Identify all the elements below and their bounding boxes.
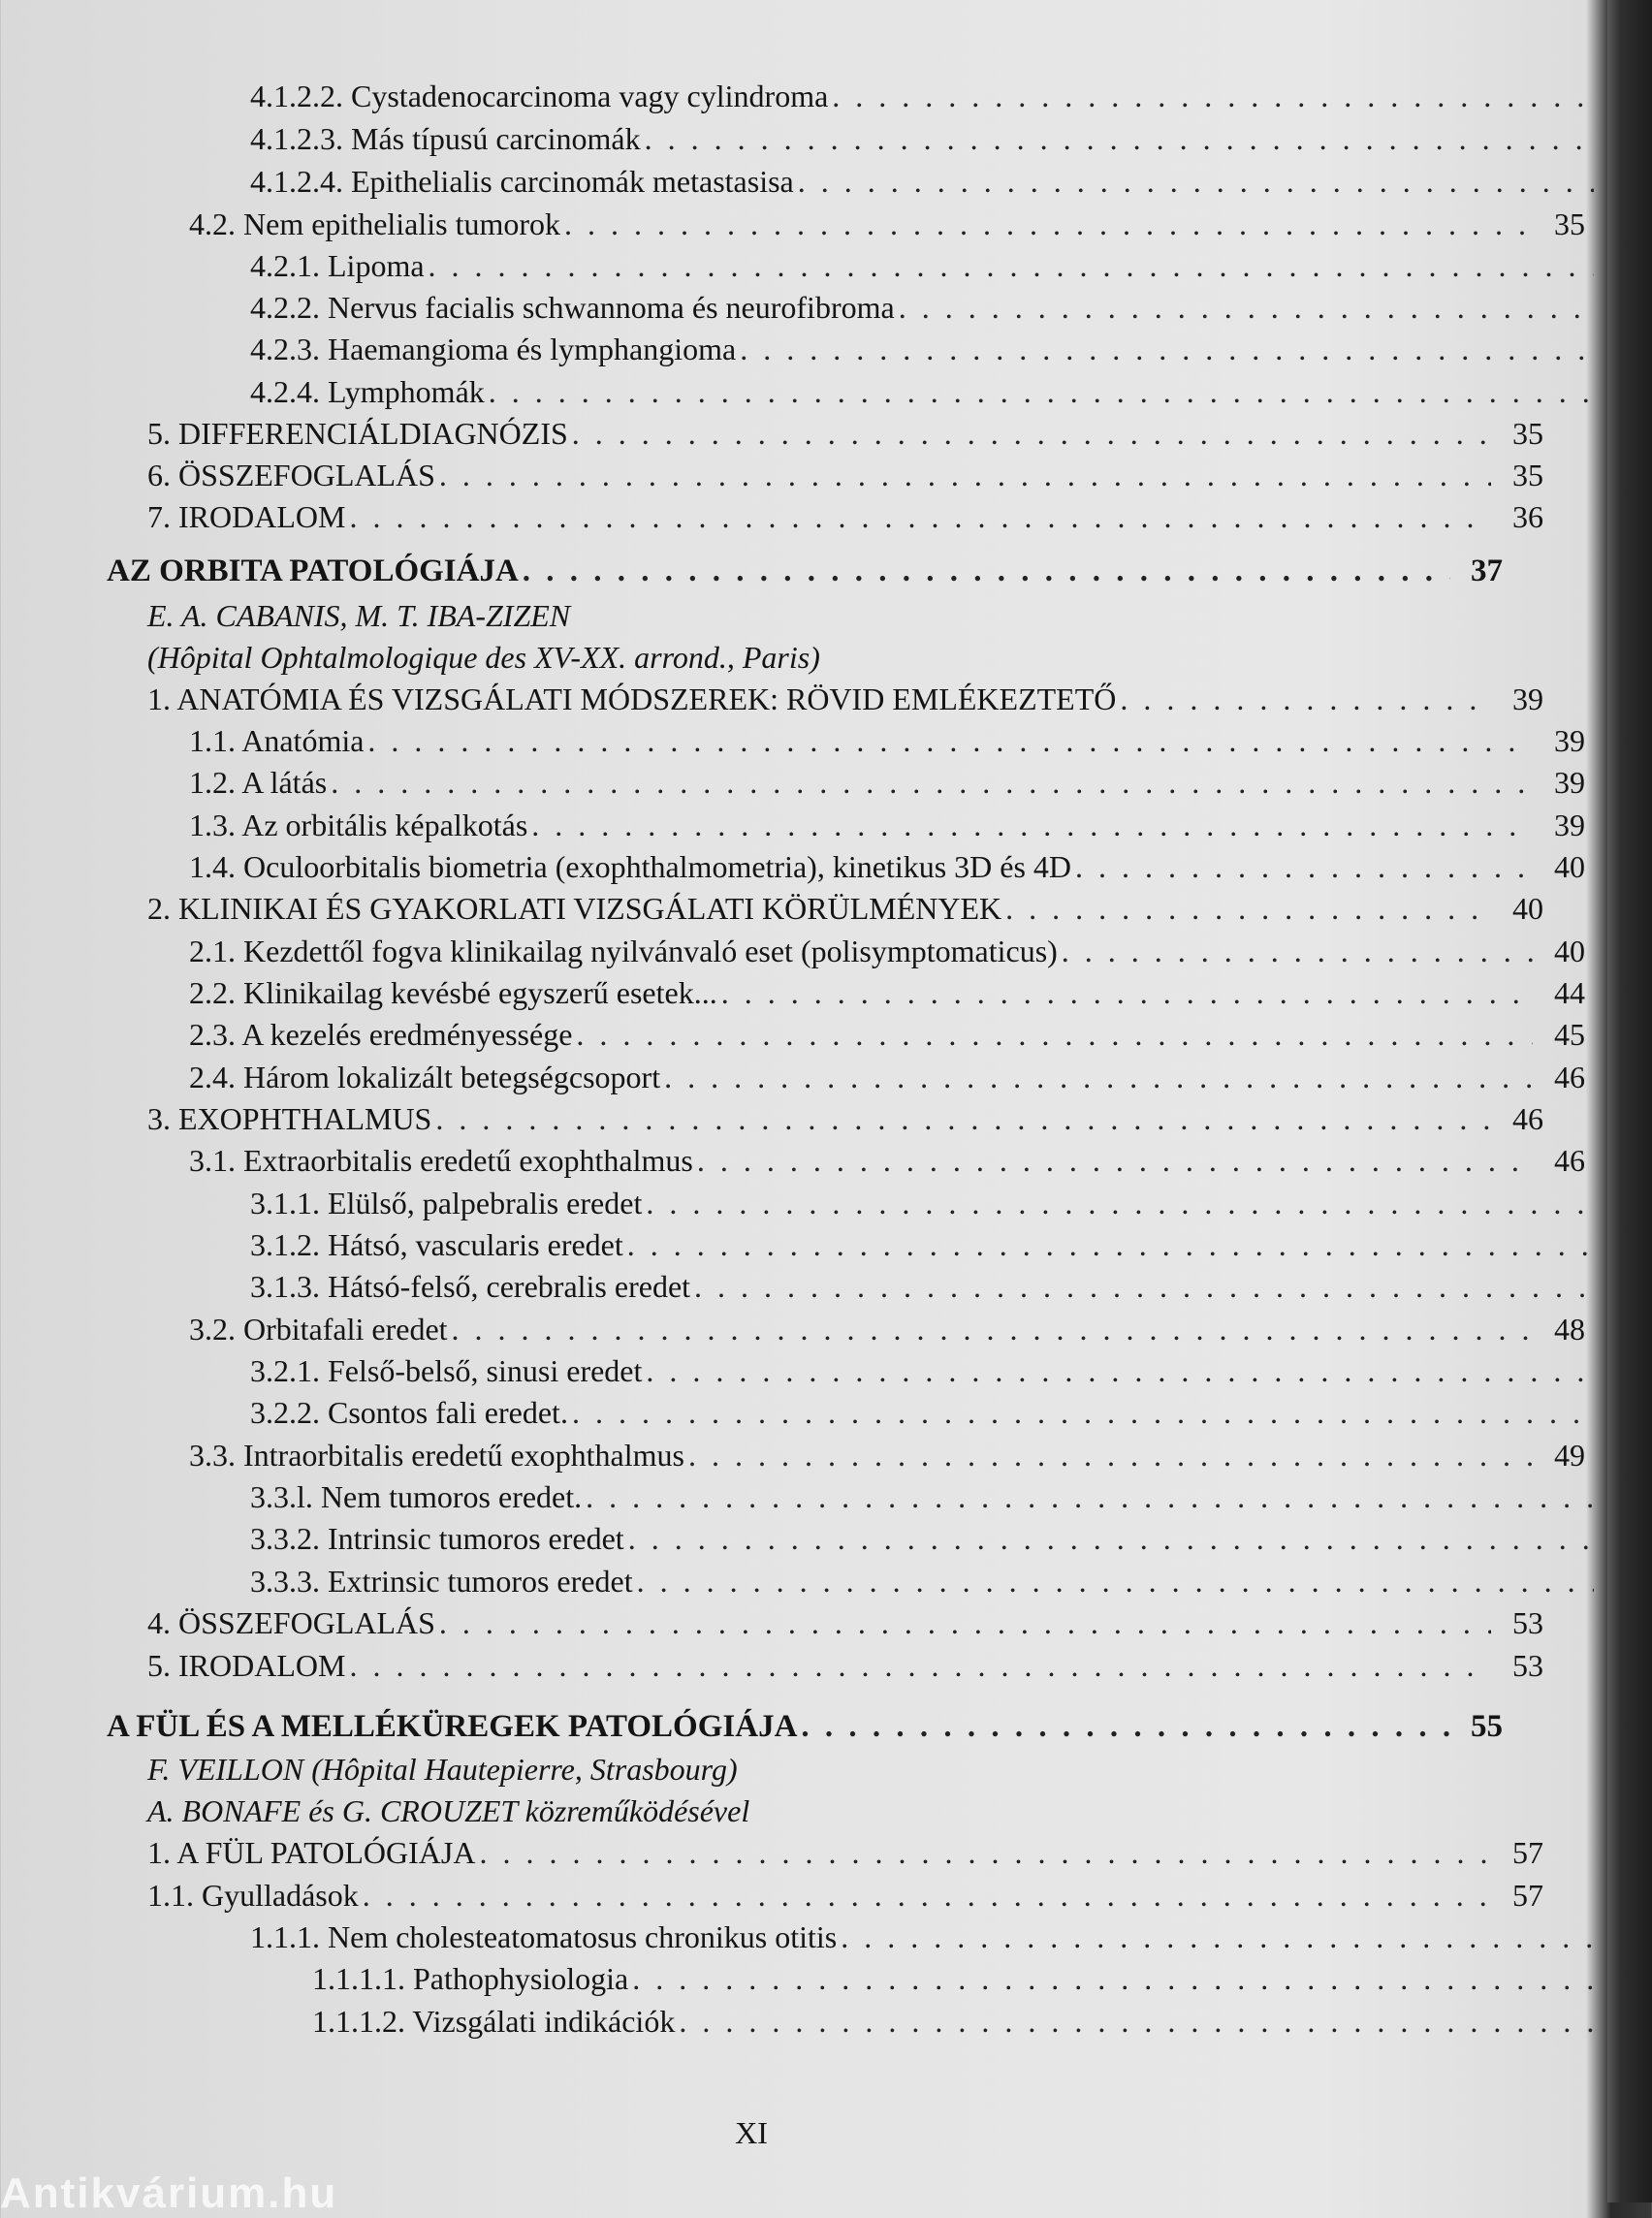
toc-page: 45 [1554, 1017, 1585, 1052]
toc-label: 4.2.3. Haemangioma és lymphangioma [250, 332, 737, 366]
toc-label: 3.1.1. Elülső, palpebralis eredet [250, 1186, 643, 1220]
toc-label: 4.2. Nem epithelialis tumorok [189, 206, 561, 241]
toc-label: 7. IRODALOM [147, 499, 346, 534]
toc-page: 49 [1554, 1438, 1585, 1473]
toc-label: 2.3. A kezelés eredményessége [189, 1017, 573, 1052]
toc-entry [0, 1875, 1543, 1916]
toc-page: 53 [1512, 1605, 1543, 1640]
toc-entry [0, 679, 1543, 719]
toc-entry [0, 1309, 1585, 1349]
toc-entry [0, 762, 1585, 803]
leader-dots [586, 1476, 1594, 1517]
toc-label: 2. KLINIKAI ÉS GYAKORLATI VIZSGÁLATI KÖRÜLMÉNYEK [147, 891, 1002, 926]
chapter-author: E. A. CABANIS, M. T. IBA-ZIZEN [147, 598, 571, 633]
toc-label: 3.3.2. Intrinsic tumoros eredet [250, 1521, 624, 1556]
toc-label: 3.2. Orbitafali eredet [189, 1312, 448, 1347]
toc-entry [0, 1350, 1646, 1391]
toc-page: 36 [1512, 499, 1543, 534]
toc-label: 5. IRODALOM [147, 1648, 346, 1683]
chapter-heading [0, 551, 1503, 591]
toc-label: 3.1.2. Hátsó, vascularis eredet [250, 1227, 623, 1262]
toc-page: 39 [1554, 808, 1585, 842]
toc-label: 2.1. Kezdettől fogva klinikailag nyilvánvaló eset (polisymptomaticus) [189, 934, 1058, 968]
toc-entry [0, 1435, 1585, 1475]
toc-label: 1. A FÜL PATOLÓGIÁJA [147, 1835, 476, 1870]
toc-label: 5. DIFFERENCIÁLDIAGNÓZIS [147, 416, 568, 451]
toc-entry [0, 245, 1646, 286]
toc-page: 46 [1554, 1060, 1585, 1094]
toc-page: 46 [1554, 1143, 1585, 1178]
toc-entry [0, 413, 1543, 454]
chapter-author: F. VEILLON (Hôpital Hautepierre, Strasbourg) [147, 1752, 738, 1787]
toc-entry [0, 1014, 1585, 1055]
toc-page: 48 [1554, 1312, 1585, 1347]
leader-dots [1062, 931, 1533, 971]
toc-entry [0, 496, 1543, 537]
leader-dots [740, 329, 1594, 369]
toc-entry [0, 76, 1646, 116]
toc-entry [0, 1057, 1585, 1097]
toc-label: 3.1.3. Hátsó-felső, cerebralis eredet [250, 1269, 691, 1304]
leader-dots [841, 1917, 1594, 1957]
toc-page: 39 [1554, 723, 1585, 758]
leader-dots [572, 413, 1491, 454]
toc-label: 4.2.4. Lymphomák [250, 374, 485, 409]
leader-dots [1005, 888, 1491, 929]
leader-dots [452, 1309, 1533, 1349]
leader-dots [331, 762, 1533, 803]
toc-page: 37 [1471, 554, 1503, 588]
toc-entry [0, 371, 1646, 412]
toc-page: 57 [1512, 1878, 1543, 1913]
toc-entry [0, 1958, 1652, 1999]
toc-page: 35 [1512, 416, 1543, 451]
toc-page: 53 [1512, 1648, 1543, 1683]
chapter-affiliation: (Hôpital Ophtalmologique des XV-XX. arrond., Paris) [147, 640, 820, 675]
leader-dots [798, 161, 1594, 202]
leader-dots [489, 371, 1594, 412]
toc-label: 1. ANATÓMIA ÉS VIZSGÁLATI MÓDSZEREK: RÖVID EMLÉKEZTETŐ [147, 681, 1117, 716]
toc-label: 1.1.1.1. Pathophysiologia [312, 1961, 629, 1996]
leader-dots [721, 972, 1533, 1013]
toc-label: 1.2. A látás [189, 765, 328, 800]
toc-label: 3.3. Intraorbitalis eredetű exophthalmus [189, 1438, 684, 1473]
toc-label: 1.1. Anatómia [189, 723, 365, 758]
toc-label: 6. ÖSSZEFOGLALÁS [147, 458, 435, 492]
toc-label: 1.1.1.2. Vizsgálati indikációk [312, 2004, 676, 2039]
leader-dots [572, 1392, 1594, 1433]
toc-label: 3. EXOPHTHALMUS [147, 1101, 432, 1136]
toc-entry [0, 805, 1585, 845]
toc-entry [0, 329, 1646, 369]
leader-dots [439, 1602, 1491, 1643]
toc-page: 44 [1554, 975, 1585, 1010]
toc-page: 39 [1512, 681, 1543, 716]
leader-dots [801, 1706, 1450, 1747]
toc-entry [0, 1832, 1543, 1873]
toc-page: 40 [1554, 934, 1585, 968]
leader-dots [697, 1140, 1533, 1181]
toc-entry [0, 888, 1543, 929]
toc-entry [0, 161, 1646, 202]
toc-entry [0, 1602, 1543, 1643]
leader-dots [899, 287, 1594, 328]
toc-entry [0, 846, 1585, 887]
page-number: XI [735, 2115, 768, 2150]
chapter-heading [0, 1706, 1503, 1747]
toc-label: 4.1.2.4. Epithelialis carcinomák metastasisa [250, 164, 794, 199]
leader-dots [363, 1875, 1491, 1916]
leader-dots [439, 455, 1491, 495]
toc-entry [0, 1183, 1646, 1223]
toc-entry [0, 1224, 1646, 1265]
toc-label: A FÜL ÉS A MELLÉKÜREGEK PATOLÓGIÁJA [107, 1709, 798, 1744]
toc-page: 40 [1554, 849, 1585, 884]
leader-dots [435, 1098, 1491, 1139]
toc-entry [0, 455, 1543, 495]
toc-label: 3.2.2. Csontos fali eredet. [250, 1395, 568, 1430]
toc-page: 46 [1512, 1101, 1543, 1136]
toc-entry [0, 720, 1585, 761]
leader-dots [531, 805, 1533, 845]
leader-dots [576, 1014, 1533, 1055]
toc-label: 1.3. Az orbitális képalkotás [189, 808, 528, 842]
toc-label: 4.1.2.2. Cystadenocarcinoma vagy cylindroma [250, 79, 829, 113]
toc-label: 4.2.1. Lipoma [250, 248, 425, 283]
toc-entry [0, 1645, 1543, 1686]
toc-entry [0, 287, 1646, 328]
leader-dots [679, 2001, 1652, 2042]
leader-dots [628, 1518, 1594, 1559]
toc-entry [0, 204, 1585, 244]
leader-dots [694, 1266, 1594, 1307]
leader-dots [429, 245, 1594, 286]
toc-page: 57 [1512, 1835, 1543, 1870]
leader-dots [646, 1183, 1594, 1223]
toc-label: 1.1. Gyulladások [147, 1878, 359, 1913]
leader-dots [1120, 679, 1491, 719]
leader-dots [645, 118, 1594, 159]
toc-page: 55 [1471, 1709, 1503, 1744]
leader-dots [646, 1350, 1594, 1391]
leader-dots [367, 720, 1533, 761]
toc-entry [0, 1518, 1646, 1559]
toc-label: 4.1.2.3. Más típusú carcinomák [250, 121, 641, 156]
leader-dots [832, 76, 1594, 116]
book-spine-shadow [1607, 0, 1652, 2202]
toc-label: 3.2.1. Felső-belső, sinusi eredet [250, 1353, 643, 1388]
toc-label: AZ ORBITA PATOLÓGIÁJA [107, 554, 519, 588]
leader-dots [349, 496, 1491, 537]
toc-entry [0, 1392, 1646, 1433]
toc-entry [0, 1476, 1646, 1517]
toc-entry [0, 931, 1585, 971]
toc-entry [0, 1140, 1585, 1181]
toc-label: 2.2. Klinikailag kevésbé egyszerű esetek... [189, 975, 717, 1010]
chapter-contributors: A. BONAFE és G. CROUZET közreműködésével [147, 1793, 750, 1828]
toc-label: 3.3.3. Extrinsic tumoros eredet [250, 1564, 633, 1599]
leader-dots [664, 1057, 1533, 1097]
toc-entry [0, 118, 1646, 159]
toc-entry [0, 972, 1585, 1013]
toc-page: 39 [1554, 765, 1585, 800]
leader-dots [523, 551, 1450, 591]
toc-label: 1.4. Oculoorbitalis biometria (exophthalmometria), kinetikus 3D és 4D [189, 849, 1072, 884]
toc-entry [0, 2001, 1652, 2042]
toc-entry [0, 1917, 1646, 1957]
toc-entry [0, 1098, 1543, 1139]
leader-dots [479, 1832, 1491, 1873]
toc-label: 3.1. Extraorbitalis eredetű exophthalmus [189, 1143, 693, 1178]
leader-dots [564, 204, 1533, 244]
toc-page: 35 [1512, 458, 1543, 492]
toc-entry [0, 1266, 1646, 1307]
leader-dots [632, 1958, 1652, 1999]
watermark: Antikvárium.hu [0, 2170, 338, 2217]
leader-dots [627, 1224, 1594, 1265]
toc-label: 2.4. Három lokalizált betegségcsoport [189, 1060, 661, 1094]
leader-dots [349, 1645, 1491, 1686]
toc-label: 4.2.2. Nervus facialis schwannoma és neurofibroma [250, 290, 895, 325]
toc-label: 4. ÖSSZEFOGLALÁS [147, 1605, 435, 1640]
leader-dots [688, 1435, 1533, 1475]
toc-page: 35 [1554, 206, 1585, 241]
leader-dots [1075, 846, 1533, 887]
toc-label: 1.1.1. Nem cholesteatomatosus chronikus otitis [250, 1919, 838, 1954]
leader-dots [637, 1561, 1594, 1601]
toc-page: 40 [1512, 891, 1543, 926]
toc-label: 3.3.l. Nem tumoros eredet. [250, 1479, 583, 1514]
toc-entry [0, 1561, 1646, 1601]
